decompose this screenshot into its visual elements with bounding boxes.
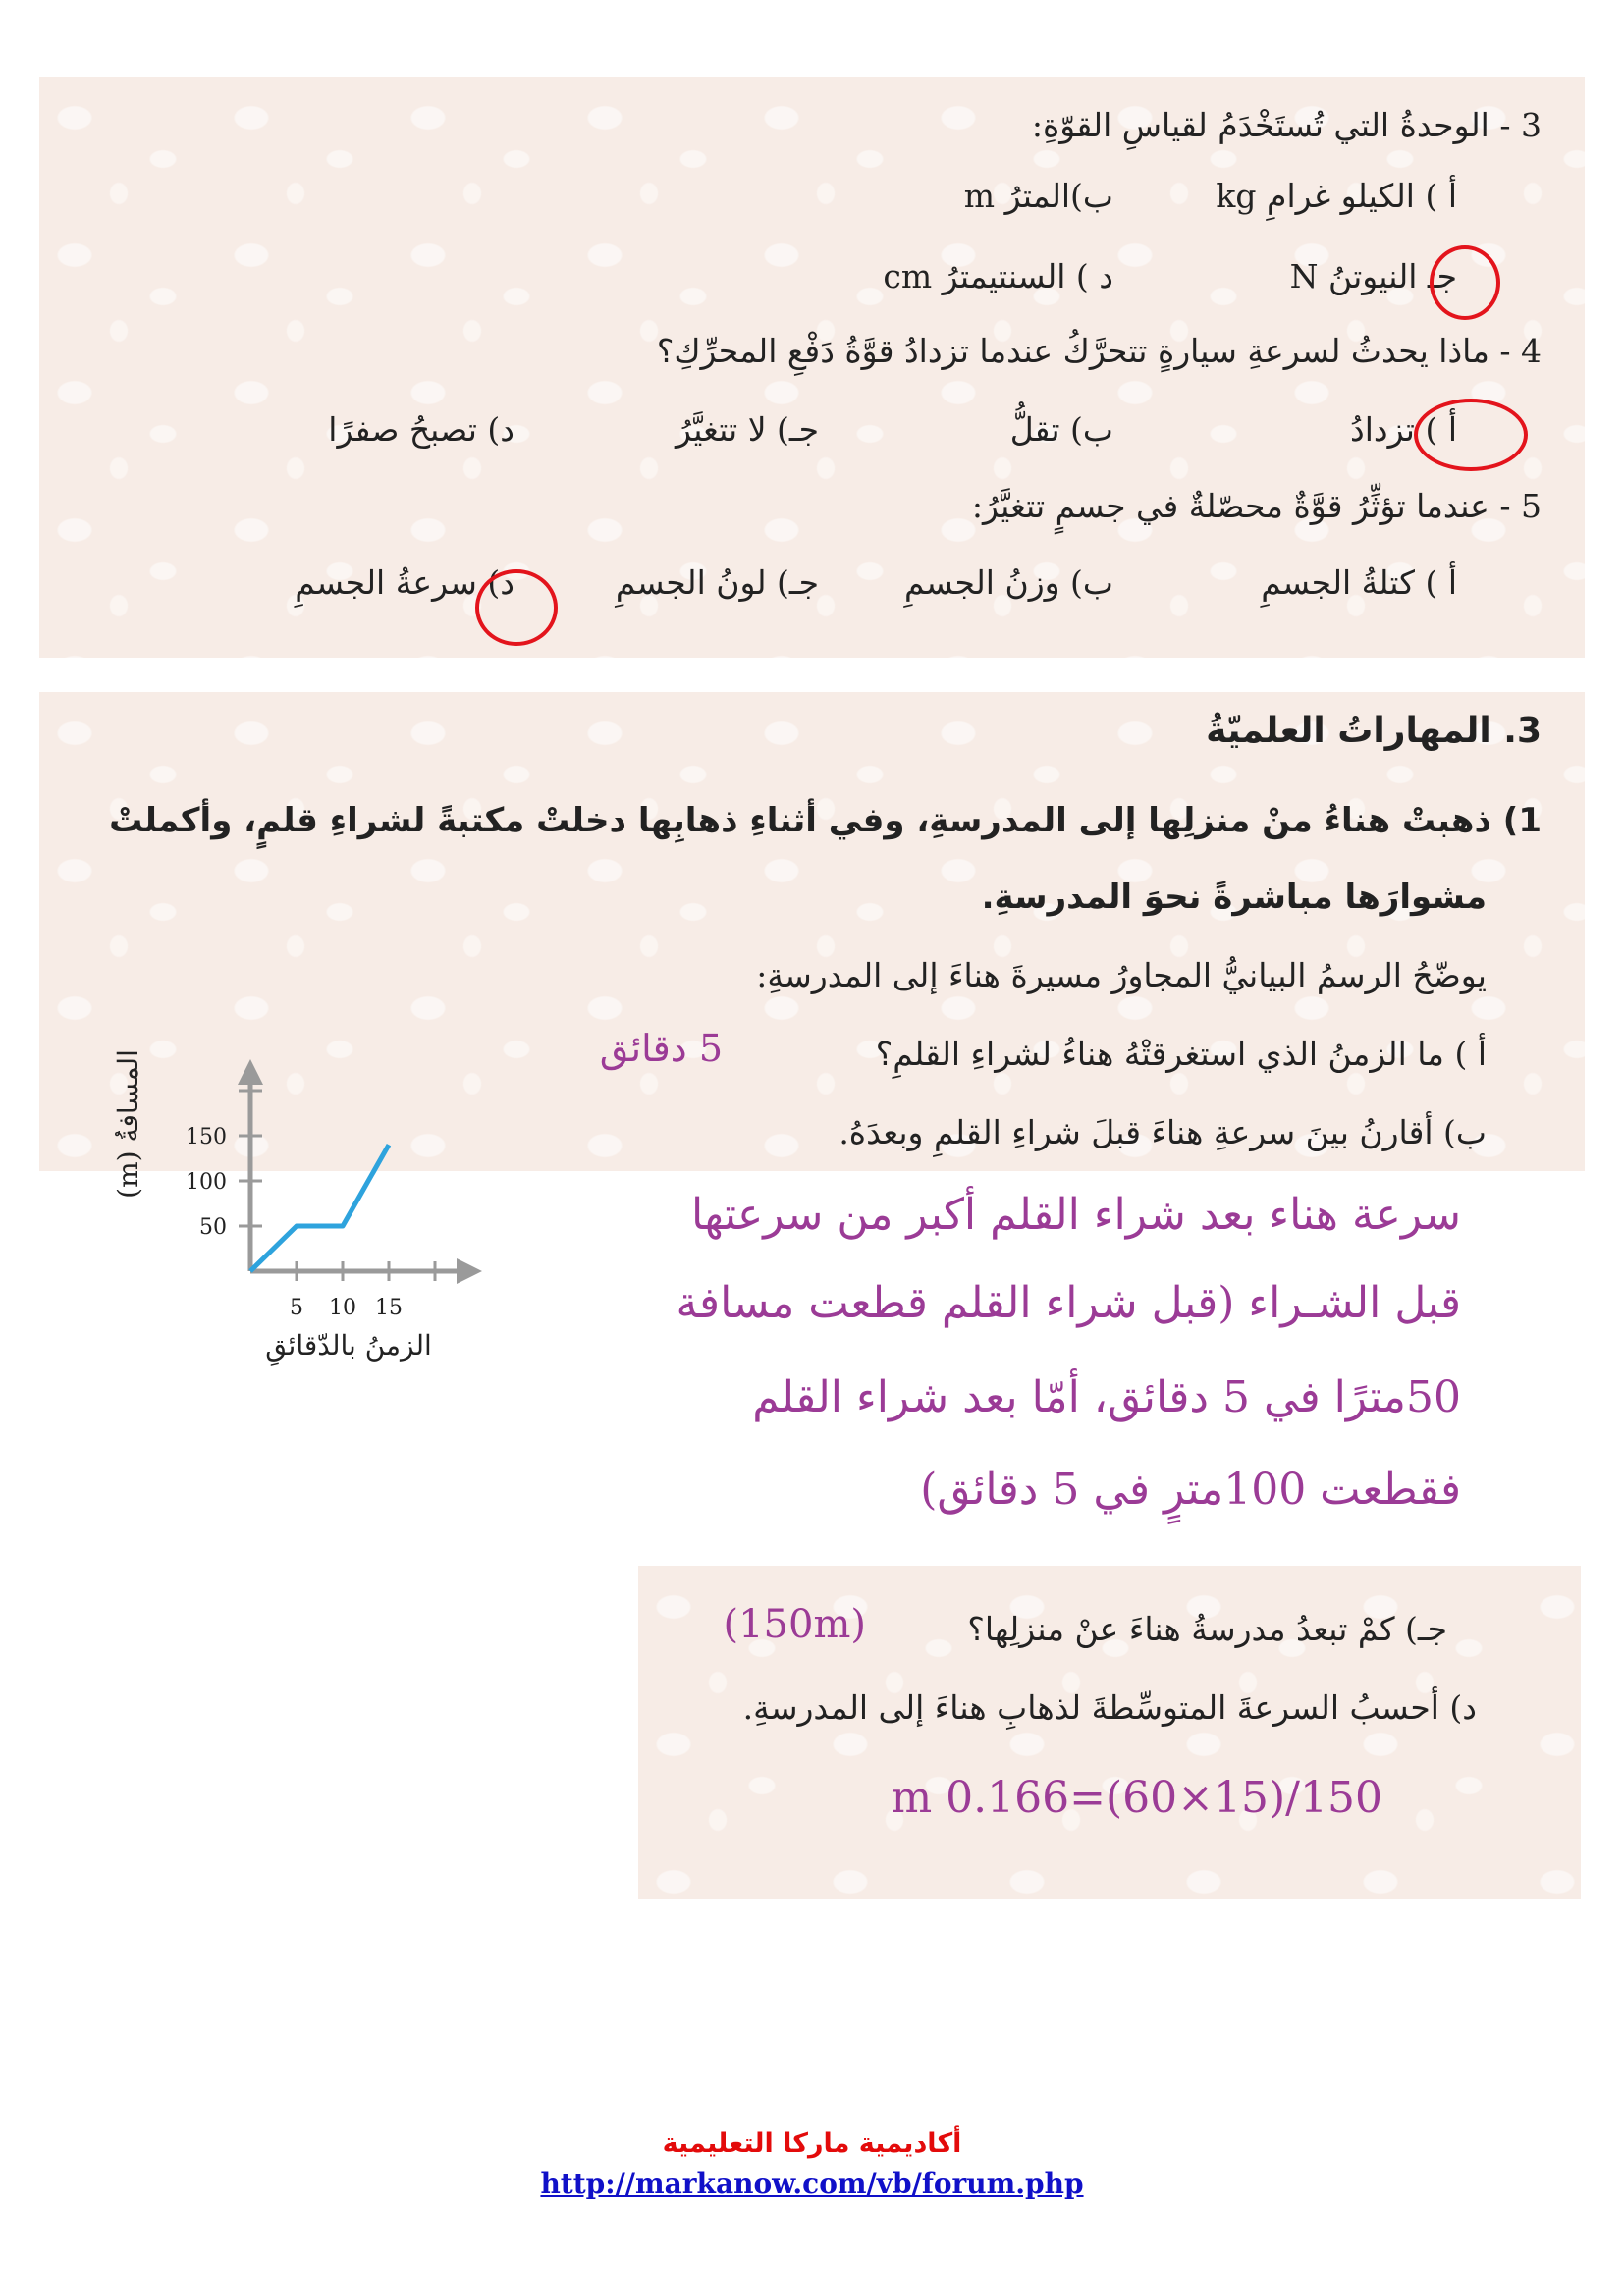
q3-option-d: د ) السنتيمترُ cm <box>883 257 1113 295</box>
q1-text-line2: مشوارَها مباشرةً نحوَ المدرسةِ. <box>981 878 1487 917</box>
chart-y-tick-label: 50 <box>199 1215 227 1240</box>
q5-option-b: ب) وزنُ الجسمِ <box>904 563 1113 602</box>
answer-b-line4: فقطعت 100مترٍ في 5 دقائق) <box>920 1465 1461 1515</box>
q5-question: 5 - عندما تؤثِّرُ قوَّةٌ محصّلةٌ في جسمٍ تتغيَّرُ: <box>971 487 1542 525</box>
chart-y-arrowhead <box>238 1059 263 1085</box>
chart-x-tick-label: 15 <box>375 1296 403 1320</box>
q3-answer-circle <box>1430 245 1500 320</box>
answer-a: 5 دقائق <box>599 1027 723 1070</box>
chart-y-tick-label: 100 <box>186 1170 227 1195</box>
chart-x-tick-label: 5 <box>290 1296 303 1320</box>
q3-option-c: جـ النيوتنُ N <box>1289 257 1457 295</box>
q3-option-b: ب)المترُ m <box>963 177 1113 215</box>
distance-time-chart <box>88 913 638 1384</box>
answer-c: (150m) <box>723 1602 866 1647</box>
q5-option-d: د) سرعةُ الجسمِ <box>295 563 514 602</box>
q4-option-a: أ ) تزدادُ <box>1350 410 1457 449</box>
footer-link[interactable]: http://markanow.com/vb/forum.php <box>540 2167 1084 2200</box>
answer-b-line1: سرعة هناء بعد شراء القلم أكبر من سرعتها <box>691 1190 1461 1240</box>
q5-option-a: أ ) كتلةُ الجسمِ <box>1261 563 1457 602</box>
section-title: 3. المهاراتُ العلميّةُ <box>1206 711 1542 751</box>
question-b: ب) أقارنُ بينَ سرعةِ هناءَ قبلَ شراءِ القلمِ وبعدَهُ. <box>839 1113 1487 1151</box>
q4-question: 4 - ماذا يحدثُ لسرعةِ سيارةٍ تتحرَّكُ عندما تزدادُ قوَّةُ دَفْعِ المحرِّكِ؟ <box>656 332 1542 370</box>
answer-b-line2: قبل الشـراء (قبل شراء القلم قطعت مسافة <box>676 1278 1461 1328</box>
q5-answer-circle <box>475 569 558 646</box>
chart-y-tick-label: 150 <box>186 1125 227 1149</box>
chart-x-tick-label: 10 <box>329 1296 356 1320</box>
q4-option-d: د) تصبحُ صفرًا <box>328 410 514 449</box>
q4-option-c: جـ) لا تتغيَّرُ <box>676 410 819 449</box>
question-d: د) أحسبُ السرعةَ المتوسِّطةَ لذهابِ هناءَ إلى المدرسةِ. <box>742 1688 1477 1727</box>
question-a: أ ) ما الزمنُ الذي استغرقتْهُ هناءُ لشراءِ القلمِ؟ <box>875 1035 1487 1073</box>
q4-option-b: ب) تقلُّ <box>1009 410 1113 449</box>
question-c: جـ) كمْ تبعدُ مدرسةُ هناءَ عنْ منزلِها؟ <box>967 1610 1447 1648</box>
chart-x-label: الزمنُ بالدّقائقِ <box>265 1329 432 1362</box>
footer-organization: أكاديمية ماركا التعليمية <box>662 2128 962 2159</box>
q1-text-line1: 1) ذهبتْ هناءُ منْ منزلِها إلى المدرسةِ، وفي أثناءِ ذهابِها دخلتْ مكتبةً لشراءِ قلمٍ، وأكملتْ <box>109 801 1542 840</box>
q4-answer-circle <box>1414 399 1528 471</box>
chart-series-line <box>250 1145 389 1271</box>
q3-option-a: أ ) الكيلو غرامِ kg <box>1216 177 1457 215</box>
q5-option-c: جـ) لونُ الجسمِ <box>615 563 819 602</box>
q3-question: 3 - الوحدةُ التي تُستَخْدَمُ لقياسِ القوّةِ: <box>1031 106 1542 144</box>
chart-y-label: المسافةُ (m) <box>112 1049 144 1199</box>
answer-b-line3: 50مترًا في 5 دقائق، أمّا بعد شراء القلم <box>752 1372 1461 1422</box>
chart-x-arrowhead <box>457 1258 482 1284</box>
graph-intro: يوضّحُ الرسمُ البيانيُّ المجاورُ مسيرةَ هناءَ إلى المدرسةِ: <box>756 956 1487 994</box>
answer-d: m 0.166=(60×15)/150 <box>891 1773 1382 1823</box>
